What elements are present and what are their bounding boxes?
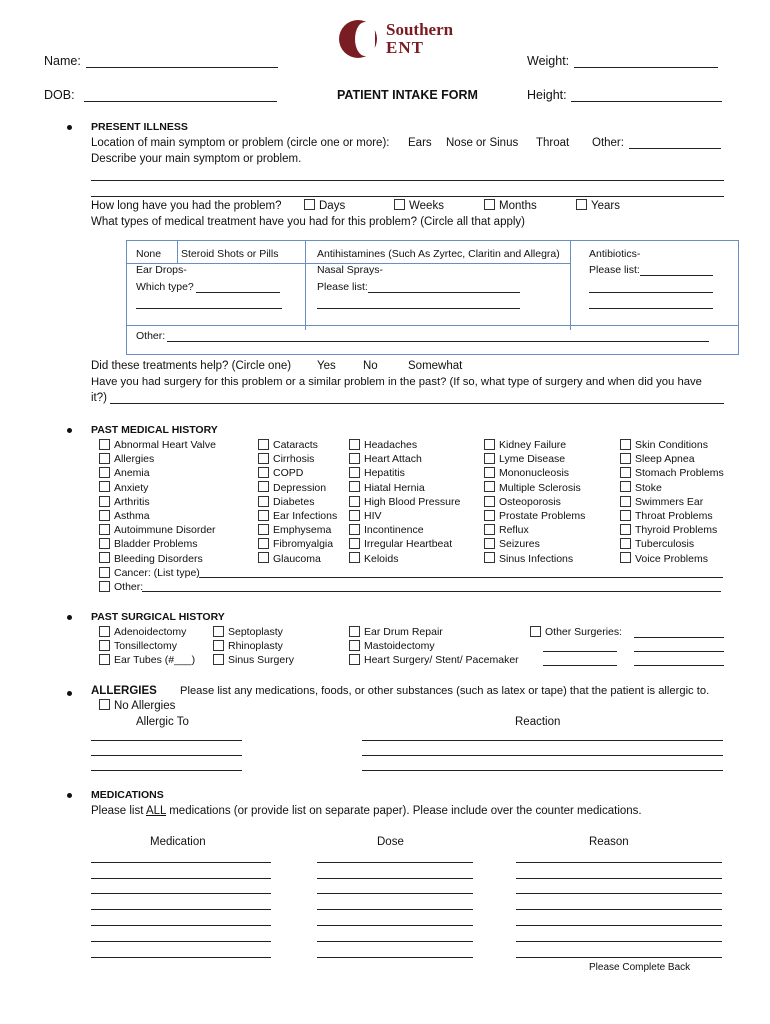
checkbox[interactable] [99,626,110,637]
condition-item[interactable]: Lyme Disease [484,453,565,465]
treatment-question: What types of medical treatment have you had for this problem? (Circle all that apply) [91,216,526,228]
checkbox[interactable] [484,510,495,521]
medication-field[interactable] [91,862,271,863]
condition-other-field[interactable] [142,591,721,592]
checkbox[interactable] [349,467,360,478]
checkbox[interactable] [99,699,110,710]
condition-item[interactable]: Cirrhosis [258,453,314,465]
condition-item[interactable]: Sinus Infections [484,553,573,565]
reaction-field[interactable] [362,770,723,771]
checkbox[interactable] [99,467,110,478]
condition-item[interactable]: Anemia [99,467,150,479]
checkbox[interactable] [484,552,495,563]
condition-item[interactable]: High Blood Pressure [349,496,460,508]
describe-line-1[interactable] [91,180,724,181]
reason-field[interactable] [516,862,722,863]
condition-item[interactable]: Multiple Sclerosis [484,482,581,494]
reaction-header: Reaction [515,716,561,728]
dob-label: DOB: [44,88,75,102]
condition-item[interactable]: Reflux [484,524,529,536]
describe-label: Describe your main symptom or problem. [91,153,302,165]
checkbox[interactable] [99,481,110,492]
table-divider [570,241,571,330]
condition-item[interactable]: Depression [258,482,326,494]
allergic-to-field[interactable] [91,755,242,756]
describe-line-2[interactable] [91,196,724,197]
medications-heading: MEDICATIONS [91,789,164,801]
antibiotics-list-field[interactable] [640,275,713,276]
condition-item[interactable]: Hepatitis [349,467,405,479]
condition-item[interactable]: Glaucoma [258,553,321,565]
height-field[interactable] [571,101,722,102]
medication-field[interactable] [91,957,271,958]
reason-field[interactable] [516,957,722,958]
checkbox[interactable] [99,654,110,665]
antibiotics-list-label: Please list: [589,264,640,276]
no-allergies-option[interactable]: No Allergies [99,700,175,712]
condition-item[interactable]: Arthritis [99,496,150,508]
checkbox[interactable] [349,538,360,549]
medication-field[interactable] [91,893,271,894]
present-illness-heading: PRESENT ILLNESS [91,121,188,133]
condition-item[interactable]: Heart Attach [349,453,422,465]
name-label: Name: [44,54,81,68]
treatment-ear-drops[interactable]: Ear Drops- [136,264,187,276]
option-nose-sinus[interactable]: Nose or Sinus [446,137,519,149]
checkbox[interactable] [394,199,405,210]
option-throat[interactable]: Throat [536,137,570,149]
footer-note: Please Complete Back [589,962,691,973]
surgery-item[interactable]: Heart Surgery/ Stent/ Pacemaker [349,654,519,666]
allergies-heading: ALLERGIES [91,685,157,697]
checkbox[interactable] [484,538,495,549]
reaction-field[interactable] [362,755,723,756]
condition-item[interactable]: Prostate Problems [484,510,585,522]
medication-field[interactable] [91,941,271,942]
checkbox[interactable] [258,496,269,507]
duration-weeks[interactable]: Weeks [394,200,444,212]
condition-item[interactable]: Bladder Problems [99,538,197,550]
checkbox[interactable] [213,626,224,637]
other-location-field[interactable] [629,148,721,149]
nasal-list-label: Please list: [317,281,368,293]
bullet [67,125,72,130]
help-yes[interactable]: Yes [317,360,336,372]
dob-field[interactable] [84,101,277,102]
condition-item[interactable]: Asthma [99,510,150,522]
condition-other[interactable]: Other: [99,581,143,593]
name-field[interactable] [86,67,278,68]
reason-field[interactable] [516,909,722,910]
checkbox[interactable] [213,654,224,665]
duration-days[interactable]: Days [304,200,345,212]
checkbox[interactable] [99,640,110,651]
condition-item[interactable]: Keloids [349,553,398,565]
dose-field[interactable] [317,957,473,958]
condition-item[interactable]: Headaches [349,439,417,451]
checkbox[interactable] [620,439,631,450]
treatment-antihistamines[interactable]: Antihistamines (Such As Zyrtec, Claritin and Allegra) [317,248,560,260]
checkbox[interactable] [99,552,110,563]
checkbox[interactable] [620,552,631,563]
other-surgery-field-1[interactable] [634,637,724,638]
checkbox[interactable] [484,467,495,478]
reason-field[interactable] [516,893,722,894]
condition-item[interactable]: Thyroid Problems [620,524,717,536]
checkbox[interactable] [99,439,110,450]
reason-field[interactable] [516,941,722,942]
reason-field[interactable] [516,925,722,926]
surgery-item[interactable]: Tonsillectomy [99,640,177,652]
treatment-other-field[interactable] [167,341,709,342]
condition-item[interactable]: Skin Conditions [620,439,708,451]
medications-instruction: Please list ALL medications (or provide list on separate paper). Please include over the counter medications. [91,805,642,817]
treatment-steroid[interactable]: Steroid Shots or Pills [181,248,279,260]
condition-item[interactable]: Stoke [620,482,662,494]
bullet [67,691,72,696]
condition-item[interactable]: Mononucleosis [484,467,569,479]
checkbox[interactable] [484,496,495,507]
checkbox[interactable] [349,626,360,637]
checkbox[interactable] [484,524,495,535]
help-somewhat[interactable]: Somewhat [408,360,463,372]
dose-field[interactable] [317,893,473,894]
past-surgical-heading: PAST SURGICAL HISTORY [91,611,225,623]
condition-item[interactable]: Anxiety [99,482,148,494]
height-label: Height: [527,88,567,102]
checkbox[interactable] [349,496,360,507]
condition-item[interactable]: Sleep Apnea [620,453,695,465]
checkbox[interactable] [484,439,495,450]
medication-field[interactable] [91,909,271,910]
condition-item[interactable]: Cataracts [258,439,318,451]
checkbox[interactable] [258,510,269,521]
checkbox[interactable] [258,453,269,464]
table-divider [177,241,178,263]
option-other: Other: [592,137,624,149]
condition-item[interactable]: Fibromyalgia [258,538,333,550]
bullet [67,793,72,798]
checkbox[interactable] [258,439,269,450]
condition-item[interactable]: Kidney Failure [484,439,566,451]
checkbox[interactable] [620,453,631,464]
surgery-item[interactable]: Mastoidectomy [349,640,435,652]
checkbox[interactable] [620,496,631,507]
other-surgery-field-4[interactable] [543,665,617,666]
other-surgery-field-3[interactable] [634,651,724,652]
checkbox[interactable] [349,481,360,492]
condition-item[interactable]: Autoimmune Disorder [99,524,216,536]
condition-item[interactable]: Voice Problems [620,553,708,565]
condition-item[interactable]: Tuberculosis [620,538,694,550]
checkbox[interactable] [99,496,110,507]
location-question: Location of main symptom or problem (circle one or more): [91,137,390,149]
other-surgery-field-5[interactable] [634,665,724,666]
logo-text-line1: Southern [386,20,454,39]
medication-field[interactable] [91,878,271,879]
checkbox[interactable] [349,510,360,521]
checkbox[interactable] [258,467,269,478]
checkbox[interactable] [99,524,110,535]
duration-years[interactable]: Years [576,200,620,212]
condition-item[interactable]: Swimmers Ear [620,496,703,508]
weight-label: Weight: [527,54,570,68]
checkbox[interactable] [99,453,110,464]
ear-drops-type-field[interactable] [196,292,280,293]
checkbox[interactable] [349,439,360,450]
surgery-question: Have you had surgery for this problem or a similar problem in the past? (If so, what type of surgery and when did you have [91,376,702,388]
checkbox[interactable] [258,481,269,492]
condition-item[interactable]: Seizures [484,538,540,550]
checkbox[interactable] [484,481,495,492]
checkbox[interactable] [258,552,269,563]
treatment-antibiotics[interactable]: Antibiotics- [589,248,641,260]
checkbox[interactable] [349,524,360,535]
past-medical-heading: PAST MEDICAL HISTORY [91,424,218,436]
checkbox[interactable] [99,538,110,549]
table-divider [127,325,738,326]
checkbox[interactable] [620,467,631,478]
surgery-item[interactable]: Rhinoplasty [213,640,283,652]
dose-field[interactable] [317,862,473,863]
surgery-field[interactable] [110,403,724,404]
how-long-question: How long have you had the problem? [91,200,282,212]
condition-item[interactable]: Hiatal Hernia [349,482,425,494]
help-no[interactable]: No [363,360,378,372]
checkbox[interactable] [576,199,587,210]
form-title: PATIENT INTAKE FORM [337,88,478,102]
checkbox[interactable] [304,199,315,210]
other-surgery-field-2[interactable] [543,651,617,652]
antibiotics-list-field-3[interactable] [589,308,713,309]
checkbox[interactable] [258,538,269,549]
logo-text-line2: ENT [386,38,424,57]
nasal-list-field-2[interactable] [317,308,520,309]
checkbox[interactable] [620,510,631,521]
surgery-question-cont: it?) [91,392,107,404]
surgery-item[interactable]: Adenoidectomy [99,626,186,638]
checkbox[interactable] [258,524,269,535]
checkbox[interactable] [99,510,110,521]
allergic-to-header: Allergic To [136,716,189,728]
dose-col-header: Dose [377,836,404,848]
condition-item[interactable]: HIV [349,510,382,522]
condition-item[interactable]: Irregular Heartbeat [349,538,452,550]
help-question: Did these treatments help? (Circle one) [91,360,292,372]
condition-item[interactable]: Incontinence [349,524,424,536]
weight-field[interactable] [574,67,718,68]
condition-cancer[interactable]: Cancer: (List type) [99,567,200,579]
treatment-other-label: Other: [136,330,166,342]
condition-item[interactable]: Throat Problems [620,510,713,522]
condition-item[interactable]: Allergies [99,453,154,465]
medication-field[interactable] [91,925,271,926]
logo-face-icon [355,22,375,56]
ear-drops-type-field-2[interactable] [136,308,282,309]
dose-field[interactable] [317,878,473,879]
checkbox[interactable] [349,453,360,464]
surgery-item[interactable]: Ear Tubes (#___) [99,654,195,666]
reason-field[interactable] [516,878,722,879]
checkbox[interactable] [99,567,110,578]
dose-field[interactable] [317,925,473,926]
surgery-other[interactable]: Other Surgeries: [530,626,622,638]
option-ears[interactable]: Ears [408,137,432,149]
condition-item[interactable]: Abnormal Heart Valve [99,439,216,451]
duration-months[interactable]: Months [484,200,537,212]
surgery-item[interactable]: Septoplasty [213,626,283,638]
treatment-none[interactable]: None [136,248,162,260]
condition-item[interactable]: Stomach Problems [620,467,724,479]
surgery-item[interactable]: Sinus Surgery [213,654,294,666]
surgery-item[interactable]: Ear Drum Repair [349,626,443,638]
medication-col-header: Medication [150,836,206,848]
allergic-to-field[interactable] [91,740,242,741]
bullet [67,428,72,433]
checkbox[interactable] [620,538,631,549]
bullet [67,615,72,620]
reason-col-header: Reason [589,836,629,848]
allergic-to-field[interactable] [91,770,242,771]
condition-item[interactable]: Ear Infections [258,510,337,522]
condition-item[interactable]: COPD [258,467,303,479]
treatment-nasal-sprays[interactable]: Nasal Sprays- [317,264,383,276]
ear-drops-type-label: Which type? [136,281,194,293]
checkbox[interactable] [530,626,541,637]
table-divider [305,241,306,330]
reaction-field[interactable] [362,740,723,741]
checkbox[interactable] [349,640,360,651]
allergies-instruction: Please list any medications, foods, or other substances (such as latex or tape) that the patient is allergic to. [180,685,710,697]
condition-item[interactable]: Bleeding Disorders [99,553,203,565]
checkbox[interactable] [349,552,360,563]
nasal-list-field[interactable] [368,292,520,293]
checkbox[interactable] [213,640,224,651]
condition-item[interactable]: Diabetes [258,496,314,508]
checkbox[interactable] [349,654,360,665]
antibiotics-list-field-2[interactable] [589,292,713,293]
checkbox[interactable] [620,481,631,492]
checkbox[interactable] [99,581,110,592]
condition-item[interactable]: Emphysema [258,524,331,536]
checkbox[interactable] [484,199,495,210]
checkbox[interactable] [620,524,631,535]
condition-item[interactable]: Osteoporosis [484,496,561,508]
dose-field[interactable] [317,941,473,942]
checkbox[interactable] [484,453,495,464]
dose-field[interactable] [317,909,473,910]
cancer-type-field[interactable] [199,577,723,578]
